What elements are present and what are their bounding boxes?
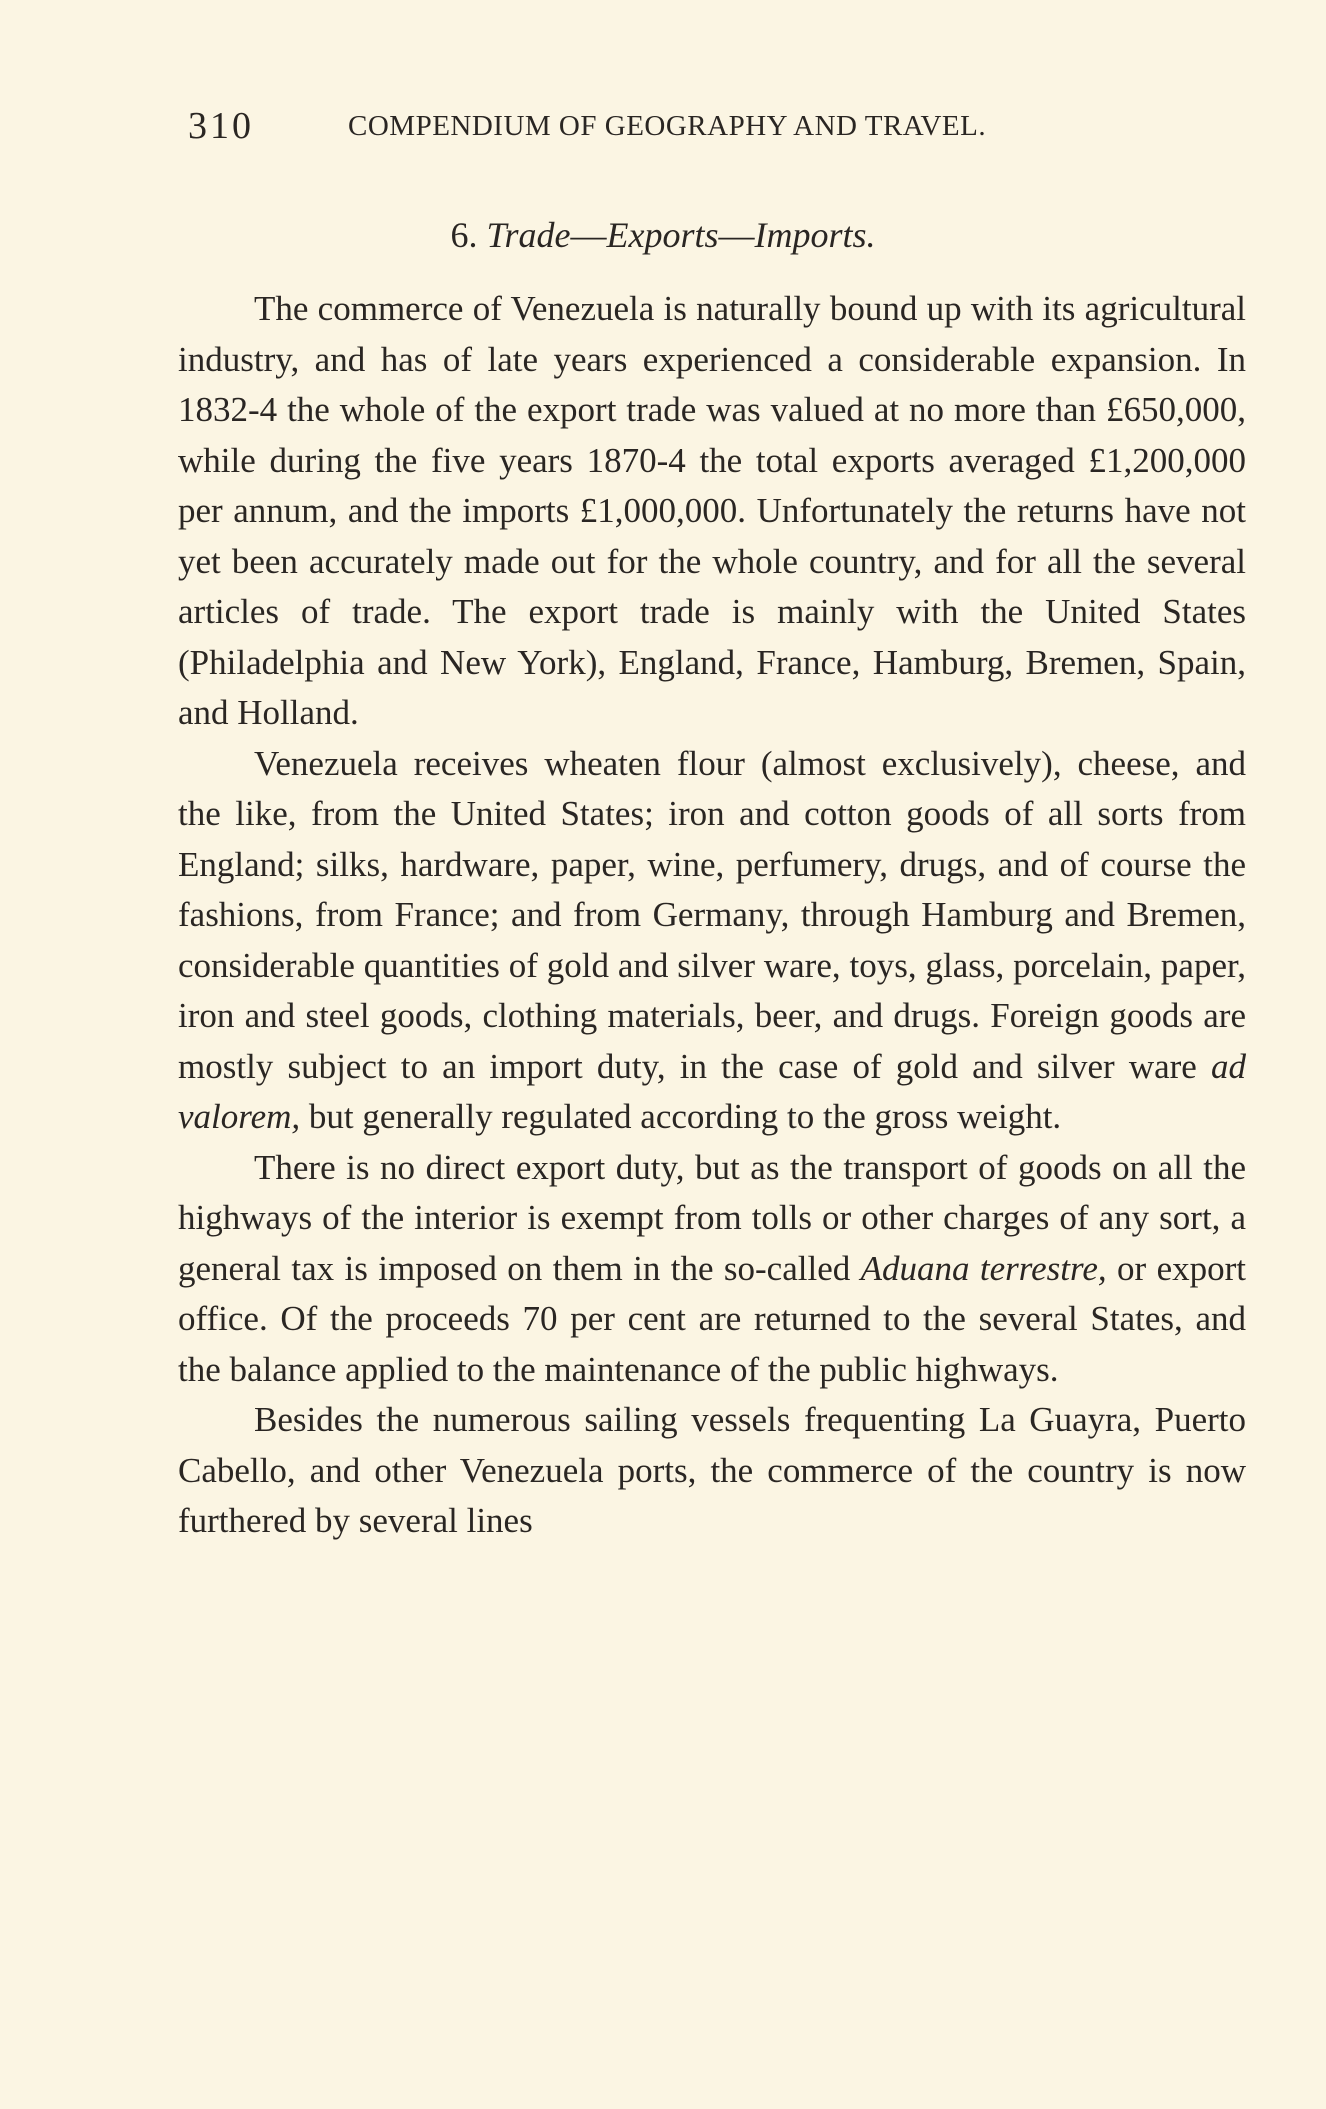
section-dash-2: — [718, 215, 755, 255]
section-title-trade: Trade [486, 215, 571, 255]
aduana-terrestre-italic: Aduana terrestre, [860, 1248, 1107, 1288]
running-header [188, 104, 1148, 154]
ad-valorem-italic: ad valorem, [178, 1046, 1246, 1136]
section-number: 6. [450, 215, 478, 255]
paragraph-export-duty [178, 1143, 1246, 1396]
page-number: 310 [188, 105, 254, 147]
paragraph-commerce: The commerce of Venezuela is naturally bound up with its agricultural industry, and has of late years experienced a considerable expansion. In 1832-4 the whole of the export trade was valued at no more than £650,000, while during the five years 1870-4 the total exports averaged £1,200,000 per annum, and the imports £1,000,000. Unfortunately the returns have not yet been accurately made out for the whole country, and for all the several articles of trade. The export trade is mainly with the United States (Philadelphia and New York), England, France, Hamburg, Bremen, Spain, and Holland. [178, 289, 1246, 732]
paragraph-export-duty-text-1: There is no direct export duty, but as the transport of goods on all the highways of the interior is exempt from tolls or other charges of any sort, a general tax is imposed on them in the so-called [178, 1147, 1246, 1288]
paragraph-imports [178, 739, 1246, 1143]
paragraph-shipping: Besides the numerous sailing vessels frequenting La Guayra, Puerto Cabello, and other Venezuela ports, the commerce of the country is now furthered by several lines [178, 1400, 1246, 1540]
section-dash-1: — [570, 215, 607, 255]
paragraph-imports-text-1: Venezuela receives wheaten flour (almost exclusively), cheese, and the like, from the United States; iron and cotton goods of all sorts from England; silks, hardware, paper, wine, perfumery, drugs, and of course the fashions, from France; and from Germany, through Hamburg and Bremen, considerable quantities of gold and silver ware, toys, glass, porcelain, paper, iron and steel goods, clothing materials, beer, and drugs. Foreign goods are mostly subject to an import duty, in the case of gold and silver ware [178, 743, 1246, 1086]
section-title-exports: Exports [606, 215, 719, 255]
section-heading [0, 214, 1326, 256]
running-title: COMPENDIUM OF GEOGRAPHY AND TRAVEL. [348, 110, 987, 142]
body-text [178, 284, 1246, 1547]
section-title-imports: Imports. [754, 215, 876, 255]
paragraph-export-duty-text-2: or export office. Of the proceeds 70 per cent are returned to the several States, and the balance applied to the maintenance of the public highways. [178, 1248, 1247, 1389]
paragraph-imports-text-2: but generally regulated according to the gross weight. [300, 1097, 1062, 1136]
